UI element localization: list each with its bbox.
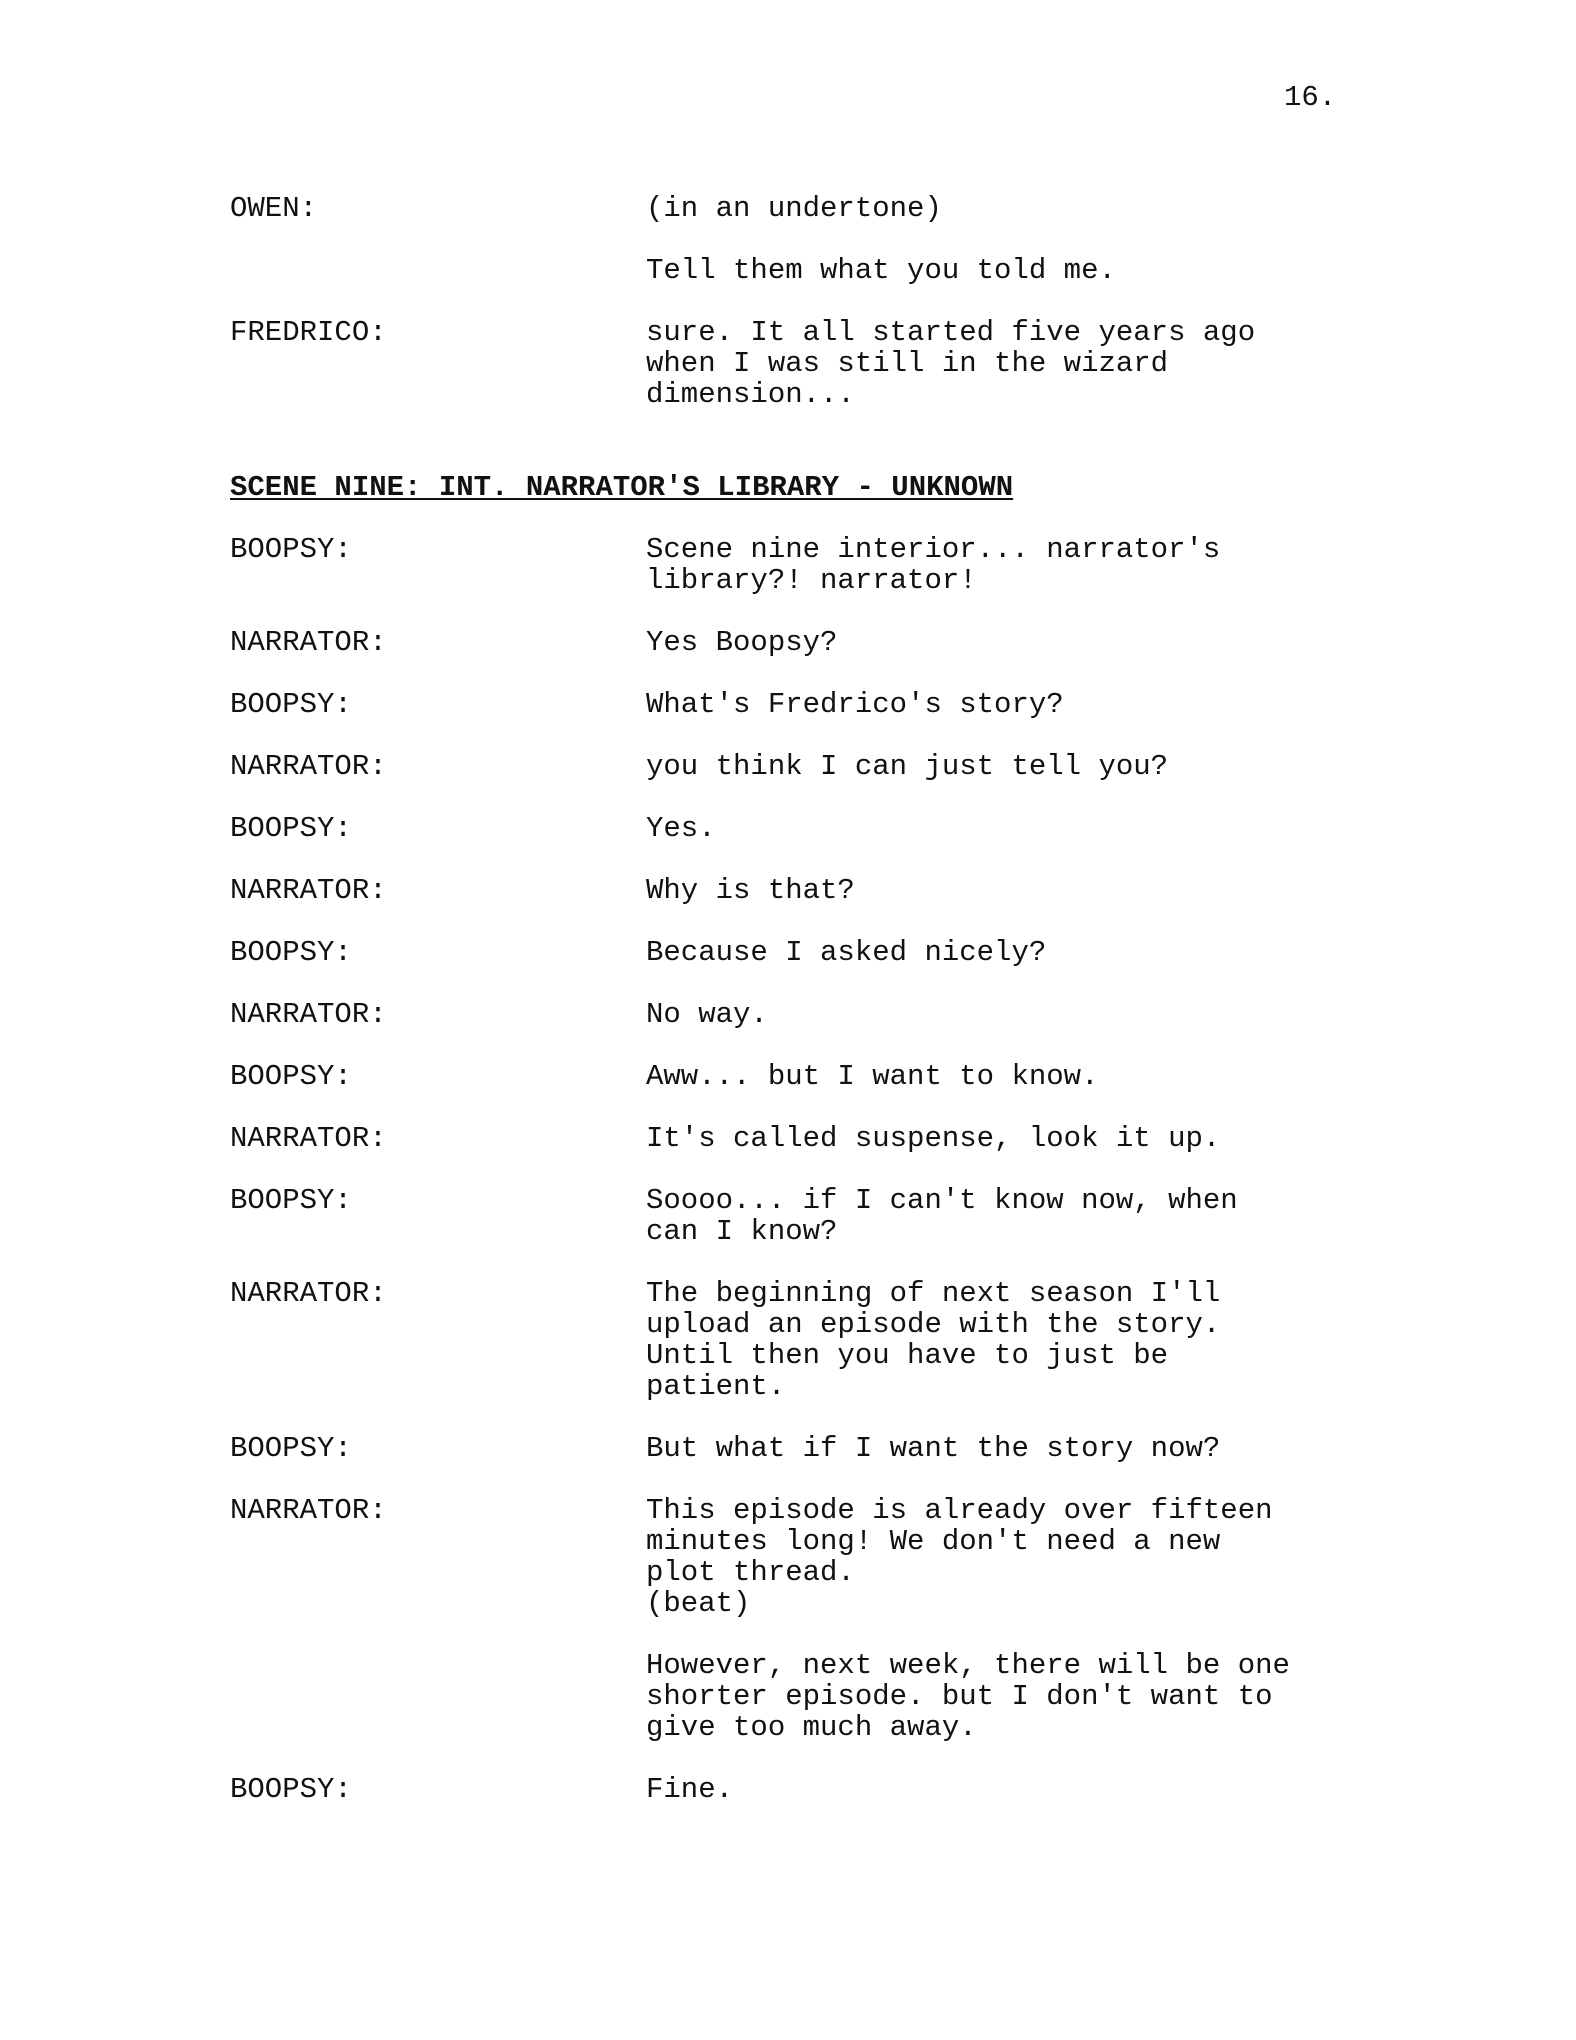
- dialogue-line: can I know?: [646, 1215, 838, 1248]
- character-name: NARRATOR:: [230, 1122, 387, 1155]
- dialogue-line: library?! narrator!: [646, 564, 977, 597]
- dialogue-line: Aww... but I want to know.: [646, 1060, 1099, 1093]
- character-name: BOOPSY:: [230, 533, 352, 566]
- character-name: BOOPSY:: [230, 1432, 352, 1465]
- dialogue-text: [646, 999, 1380, 1030]
- dialogue-line: Fine.: [646, 1773, 734, 1806]
- dialogue-line: plot thread.: [646, 1556, 855, 1589]
- dialogue-paragraph: [646, 751, 1380, 782]
- character-name: FREDRICO:: [230, 316, 387, 349]
- dialogue-block: [230, 1123, 1380, 1154]
- dialogue-paragraph: [646, 1185, 1380, 1247]
- dialogue-block: [230, 1185, 1380, 1247]
- character-name: NARRATOR:: [230, 1277, 387, 1310]
- dialogue-line: However, next week, there will be one: [646, 1649, 1290, 1682]
- dialogue-line: This episode is already over fifteen: [646, 1494, 1273, 1527]
- dialogue-paragraph: [646, 1061, 1380, 1092]
- dialogue-line: But what if I want the story now?: [646, 1432, 1221, 1465]
- dialogue-line: Yes.: [646, 812, 716, 845]
- dialogue-line: sure. It all started five years ago: [646, 316, 1256, 349]
- character-name: NARRATOR:: [230, 626, 387, 659]
- dialogue-text: [646, 1278, 1380, 1402]
- dialogue-text: [646, 1123, 1380, 1154]
- dialogue-block: [230, 1433, 1380, 1464]
- dialogue-block: [230, 534, 1380, 596]
- dialogue-paragraph: [646, 534, 1380, 596]
- dialogue-paragraph: [646, 999, 1380, 1030]
- dialogue-block: [230, 317, 1380, 410]
- character-name: BOOPSY:: [230, 1060, 352, 1093]
- character-name: NARRATOR:: [230, 750, 387, 783]
- dialogue-line: No way.: [646, 998, 768, 1031]
- dialogue-line: dimension...: [646, 378, 855, 411]
- dialogue-block: [230, 751, 1380, 782]
- dialogue-text: [646, 317, 1380, 410]
- dialogue-line: shorter episode. but I don't want to: [646, 1680, 1273, 1713]
- dialogue-line: Soooo... if I can't know now, when: [646, 1184, 1238, 1217]
- dialogue-line: The beginning of next season I'll: [646, 1277, 1221, 1310]
- dialogue-section-before: [230, 193, 1380, 410]
- character-name: NARRATOR:: [230, 874, 387, 907]
- dialogue-paragraph: [646, 937, 1380, 968]
- dialogue-line: upload an episode with the story.: [646, 1308, 1221, 1341]
- dialogue-block: [230, 193, 1380, 286]
- dialogue-block: [230, 1774, 1380, 1805]
- dialogue-line: Because I asked nicely?: [646, 936, 1047, 969]
- character-name: OWEN:: [230, 192, 318, 225]
- dialogue-block: [230, 813, 1380, 844]
- dialogue-paragraph: [646, 193, 1380, 224]
- dialogue-block: [230, 1061, 1380, 1092]
- dialogue-paragraph: [646, 813, 1380, 844]
- dialogue-text: [646, 813, 1380, 844]
- dialogue-paragraph: [646, 255, 1380, 286]
- dialogue-paragraph: [646, 1123, 1380, 1154]
- dialogue-block: [230, 999, 1380, 1030]
- character-name: BOOPSY:: [230, 1773, 352, 1806]
- character-name: NARRATOR:: [230, 998, 387, 1031]
- dialogue-line: Scene nine interior... narrator's: [646, 533, 1221, 566]
- script-body: [230, 193, 1380, 1836]
- dialogue-line: What's Fredrico's story?: [646, 688, 1064, 721]
- character-name: NARRATOR:: [230, 1494, 387, 1527]
- dialogue-text: [646, 751, 1380, 782]
- dialogue-line: patient.: [646, 1370, 786, 1403]
- dialogue-text: [646, 875, 1380, 906]
- dialogue-line: (beat): [646, 1587, 751, 1620]
- dialogue-line: Why is that?: [646, 874, 855, 907]
- dialogue-text: [646, 627, 1380, 658]
- dialogue-paragraph: [646, 1774, 1380, 1805]
- dialogue-paragraph: [646, 689, 1380, 720]
- dialogue-paragraph: [646, 1278, 1380, 1402]
- dialogue-text: [646, 1495, 1380, 1743]
- dialogue-block: [230, 937, 1380, 968]
- page-number: 16.: [1284, 81, 1337, 114]
- dialogue-paragraph: [646, 1495, 1380, 1619]
- character-name: BOOPSY:: [230, 812, 352, 845]
- character-name: BOOPSY:: [230, 936, 352, 969]
- dialogue-line: (in an undertone): [646, 192, 942, 225]
- dialogue-text: [646, 937, 1380, 968]
- dialogue-line: Until then you have to just be: [646, 1339, 1169, 1372]
- dialogue-line: It's called suspense, look it up.: [646, 1122, 1221, 1155]
- dialogue-line: minutes long! We don't need a new: [646, 1525, 1221, 1558]
- dialogue-block: [230, 1278, 1380, 1402]
- dialogue-text: [646, 1433, 1380, 1464]
- character-name: BOOPSY:: [230, 1184, 352, 1217]
- dialogue-paragraph: [646, 1433, 1380, 1464]
- dialogue-line: Tell them what you told me.: [646, 254, 1116, 287]
- dialogue-paragraph: [646, 1650, 1380, 1743]
- dialogue-line: give too much away.: [646, 1711, 977, 1744]
- dialogue-line: you think I can just tell you?: [646, 750, 1169, 783]
- dialogue-text: [646, 689, 1380, 720]
- dialogue-text: [646, 193, 1380, 286]
- dialogue-paragraph: [646, 317, 1380, 410]
- dialogue-block: [230, 689, 1380, 720]
- dialogue-paragraph: [646, 875, 1380, 906]
- dialogue-block: [230, 875, 1380, 906]
- dialogue-text: [646, 1185, 1380, 1247]
- dialogue-line: when I was still in the wizard: [646, 347, 1169, 380]
- dialogue-block: [230, 1495, 1380, 1743]
- dialogue-line: Yes Boopsy?: [646, 626, 838, 659]
- dialogue-paragraph: [646, 627, 1380, 658]
- scene-heading: SCENE NINE: INT. NARRATOR'S LIBRARY - UNKNOWN: [230, 471, 1014, 504]
- dialogue-section-after: [230, 534, 1380, 1805]
- dialogue-block: [230, 627, 1380, 658]
- dialogue-text: [646, 1774, 1380, 1805]
- character-name: BOOPSY:: [230, 688, 352, 721]
- dialogue-text: [646, 534, 1380, 596]
- dialogue-text: [646, 1061, 1380, 1092]
